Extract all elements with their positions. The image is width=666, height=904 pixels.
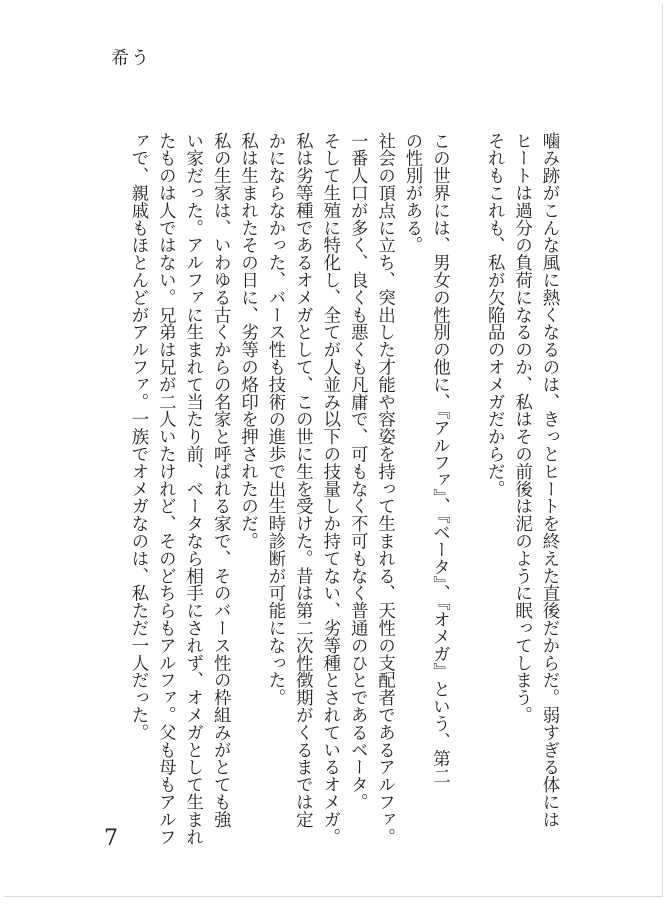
text-line: たものは人ではない。兄弟は兄が二人いたけれど、そのどちらもアルファ。父も母もアルフ [155, 132, 176, 846]
text-line: 社会の頂点に立ち、突出した才能や容姿を持って生まれる、天性の支配者であるアルファ。 [374, 132, 395, 846]
text-line: 一番人口が多く、良くも悪くも凡庸で、可もなく不可もなく普通のひとであるベータ。 [347, 132, 368, 811]
text-line: この世界には、男女の性別の他に、『アルファ』、『ベータ』、『オメガ』という、第二 [429, 132, 450, 785]
text-line: 噛み跡がこんな風に熱くなるのは、きっとヒートを終えた直後だからだ。弱すぎる体には [539, 132, 559, 828]
text-line: それもこれも、私が欠陥品のオメガだからだ。 [484, 132, 505, 498]
chapter-title: 希う [111, 48, 151, 69]
text-line: の性別がある。 [401, 132, 422, 254]
text-line: 私は生まれたその日に、劣等の烙印を押されたのだ。 [237, 132, 258, 550]
text-line: ヒートは過分の負荷になるのか、私はその前後は泥のように眠ってしまう。 [511, 132, 532, 724]
text-line: そして生殖に特化し、全てが人並み以下の技量しか持てない、劣等種とされているオメガ。 [319, 132, 340, 846]
text-line: ァで、親戚もほとんどがアルファ。一族でオメガなのは、私ただ一人だった。 [127, 132, 148, 741]
body-text [124, 132, 562, 846]
page-number: 7 [104, 826, 118, 851]
text-line: 私の生家は、いわゆる古くからの名家と呼ばれる家で、そのバース性の枠組みがとても強 [210, 132, 231, 828]
text-line: かにならなかった、バース性も技術の進歩で出生時診断が可能になった。 [264, 132, 285, 707]
paragraph-gap [452, 132, 479, 702]
book-page [4, 4, 663, 897]
text-line: い家だった。アルファに生まれて当たり前、ベータなら相手にされず、オメガとして生まれ [182, 132, 203, 846]
text-line: 私は劣等種であるオメガとして、この世に生を受けた。昔は第二次性徴期がくるまでは定 [292, 132, 313, 828]
